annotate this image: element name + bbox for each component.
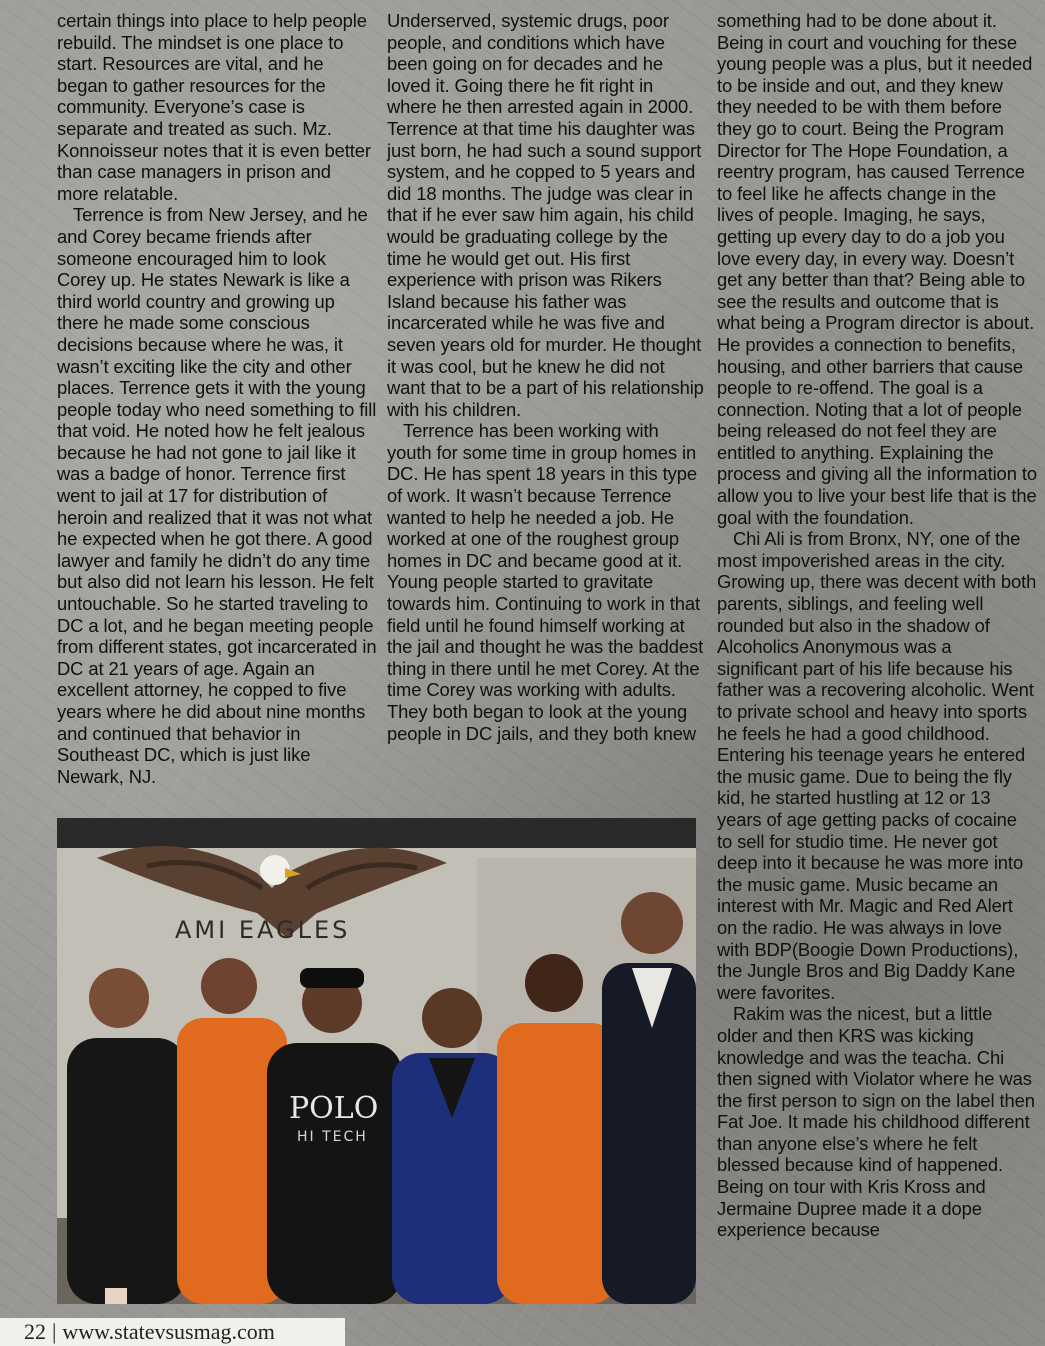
- paragraph: something had to be done about it. Being in court and vouching for these young people was a plus, but it needed to be inside and out, and they knew they needed to be with them before they go to court. Being the Program Director for The Hope Foundation, a reentry program, has caused Terrence to feel like he affects change in the lives of people. Imaging, he says, getting up every day to do a job you love every day, in every way. Doesn’t get any better than that? Being able to see the results and outcome that is what being a Program director is about. He provides a connection to benefits, housing, and other barriers that cause people to re-offend. The goal is a connection. Noting that a lot of people being released do not feel they are entitled to anything. Explaining the process and giving all the information to allow you to live your best life that is the goal with the foundation.: [717, 10, 1037, 528]
- paragraph: Terrence is from New Jersey, and he and Corey became friends after someone encouraged him to look Corey up. He states Newark is like a third world country and growing up there he made some conscious decisions because where he was, it wasn’t exciting like the city and other places. Terrence gets it with the young people today who need something to fill that void. He noted how he felt jealous because he had not gone to jail like it was a badge of honor. Terrence first went to jail at 17 for distribution of heroin and realized that it was not what he expected when he got there. A good lawyer and family he didn’t do any time but also did not learn his lesson. He felt untouchable. So he started traveling to DC a lot, and he began meeting people from different states, got incarcerated in DC at 21 years of age. Again an excellent attorney, he copped to five years where he did about nine months and continued that behavior in Southeast DC, which is just like Newark, NJ.: [57, 204, 377, 787]
- paragraph: Chi Ali is from Bronx, NY, one of the most impoverished areas in the city. Growing up, there was decent with both parents, siblings, and feeling well rounded but also in the shadow of Alcoholics Anonymous was a significant part of his life because his father was a recovering alcoholic. Went to private school and heavy into sports he feels he had a good childhood. Entering his teenage years he entered the music game. Due to being the fly kid, he started hustling at 12 or 13 years of age getting packs of cocaine to sell for studio time. He never got deep into it because he was more into the music game. Music became an interest with Mr. Magic and Red Alert on the radio. He was always in love with BDP(Boogie Down Productions), the Jungle Bros and Big Daddy Kane were favorites.: [717, 528, 1037, 1003]
- group-photo: [57, 818, 696, 1304]
- group-photo-illustration: [57, 818, 696, 1304]
- shirt-text-polo: POLO: [289, 1091, 379, 1126]
- article-column-3: [717, 10, 1037, 1241]
- article-column-2: [387, 10, 705, 744]
- website-link[interactable]: www.statevsusmag.com: [62, 1319, 275, 1344]
- page-number: 22: [24, 1319, 46, 1344]
- footer-separator: |: [52, 1319, 57, 1344]
- shirt-text-hitech: HI TECH: [297, 1129, 368, 1145]
- paragraph: Rakim was the nicest, but a little older and then KRS was kicking knowledge and was the teacha. Chi then signed with Violator where he was the first person to sign on the label then Fat Joe. It made his childhood different than anyone else’s where he felt blessed because kind of happened. Being on tour with Kris Kross and Jermaine Dupree made it a dope experience because: [717, 1003, 1035, 1241]
- paragraph: Terrence has been working with youth for some time in group homes in DC. He has spent 18 years in this type of work. It wasn’t because Terrence wanted to help he needed a job. He worked at one of the roughest group homes in DC and became good at it. Young people started to gravitate towards him. Continuing to work in that field until he found himself working at the jail and thought he was the baddest thing in there until he met Corey. At the time Corey was working with adults. They both began to look at the young people in DC jails, and they both knew: [387, 420, 704, 744]
- article-column-1: [57, 10, 377, 787]
- page-footer: [0, 1318, 345, 1346]
- paragraph: Underserved, systemic drugs, poor people, and conditions which have been going on for decades and he loved it. Going there he fit right in where he then arrested again in 2000. Terrence at that time his daughter was just born, he had such a sound support system, and he copped to 5 years and did 18 months. The judge was clear in that if he ever saw him again, his child would be graduating college by the time he would get out. His first experience with prison was Rikers Island because his father was incarcerated while he was five and seven years old for murder. He thought it was cool, but he knew he did not want that to be a part of his relationship with his children.: [387, 10, 704, 420]
- wall-text: AMI EAGLES: [175, 916, 351, 944]
- paragraph: certain things into place to help people rebuild. The mindset is one place to start. Resources are vital, and he began to gather resources for the community. Everyone’s case is separate and treated as such. Mz. Konnoisseur notes that it is even better than case managers in prison and more relatable.: [57, 10, 371, 204]
